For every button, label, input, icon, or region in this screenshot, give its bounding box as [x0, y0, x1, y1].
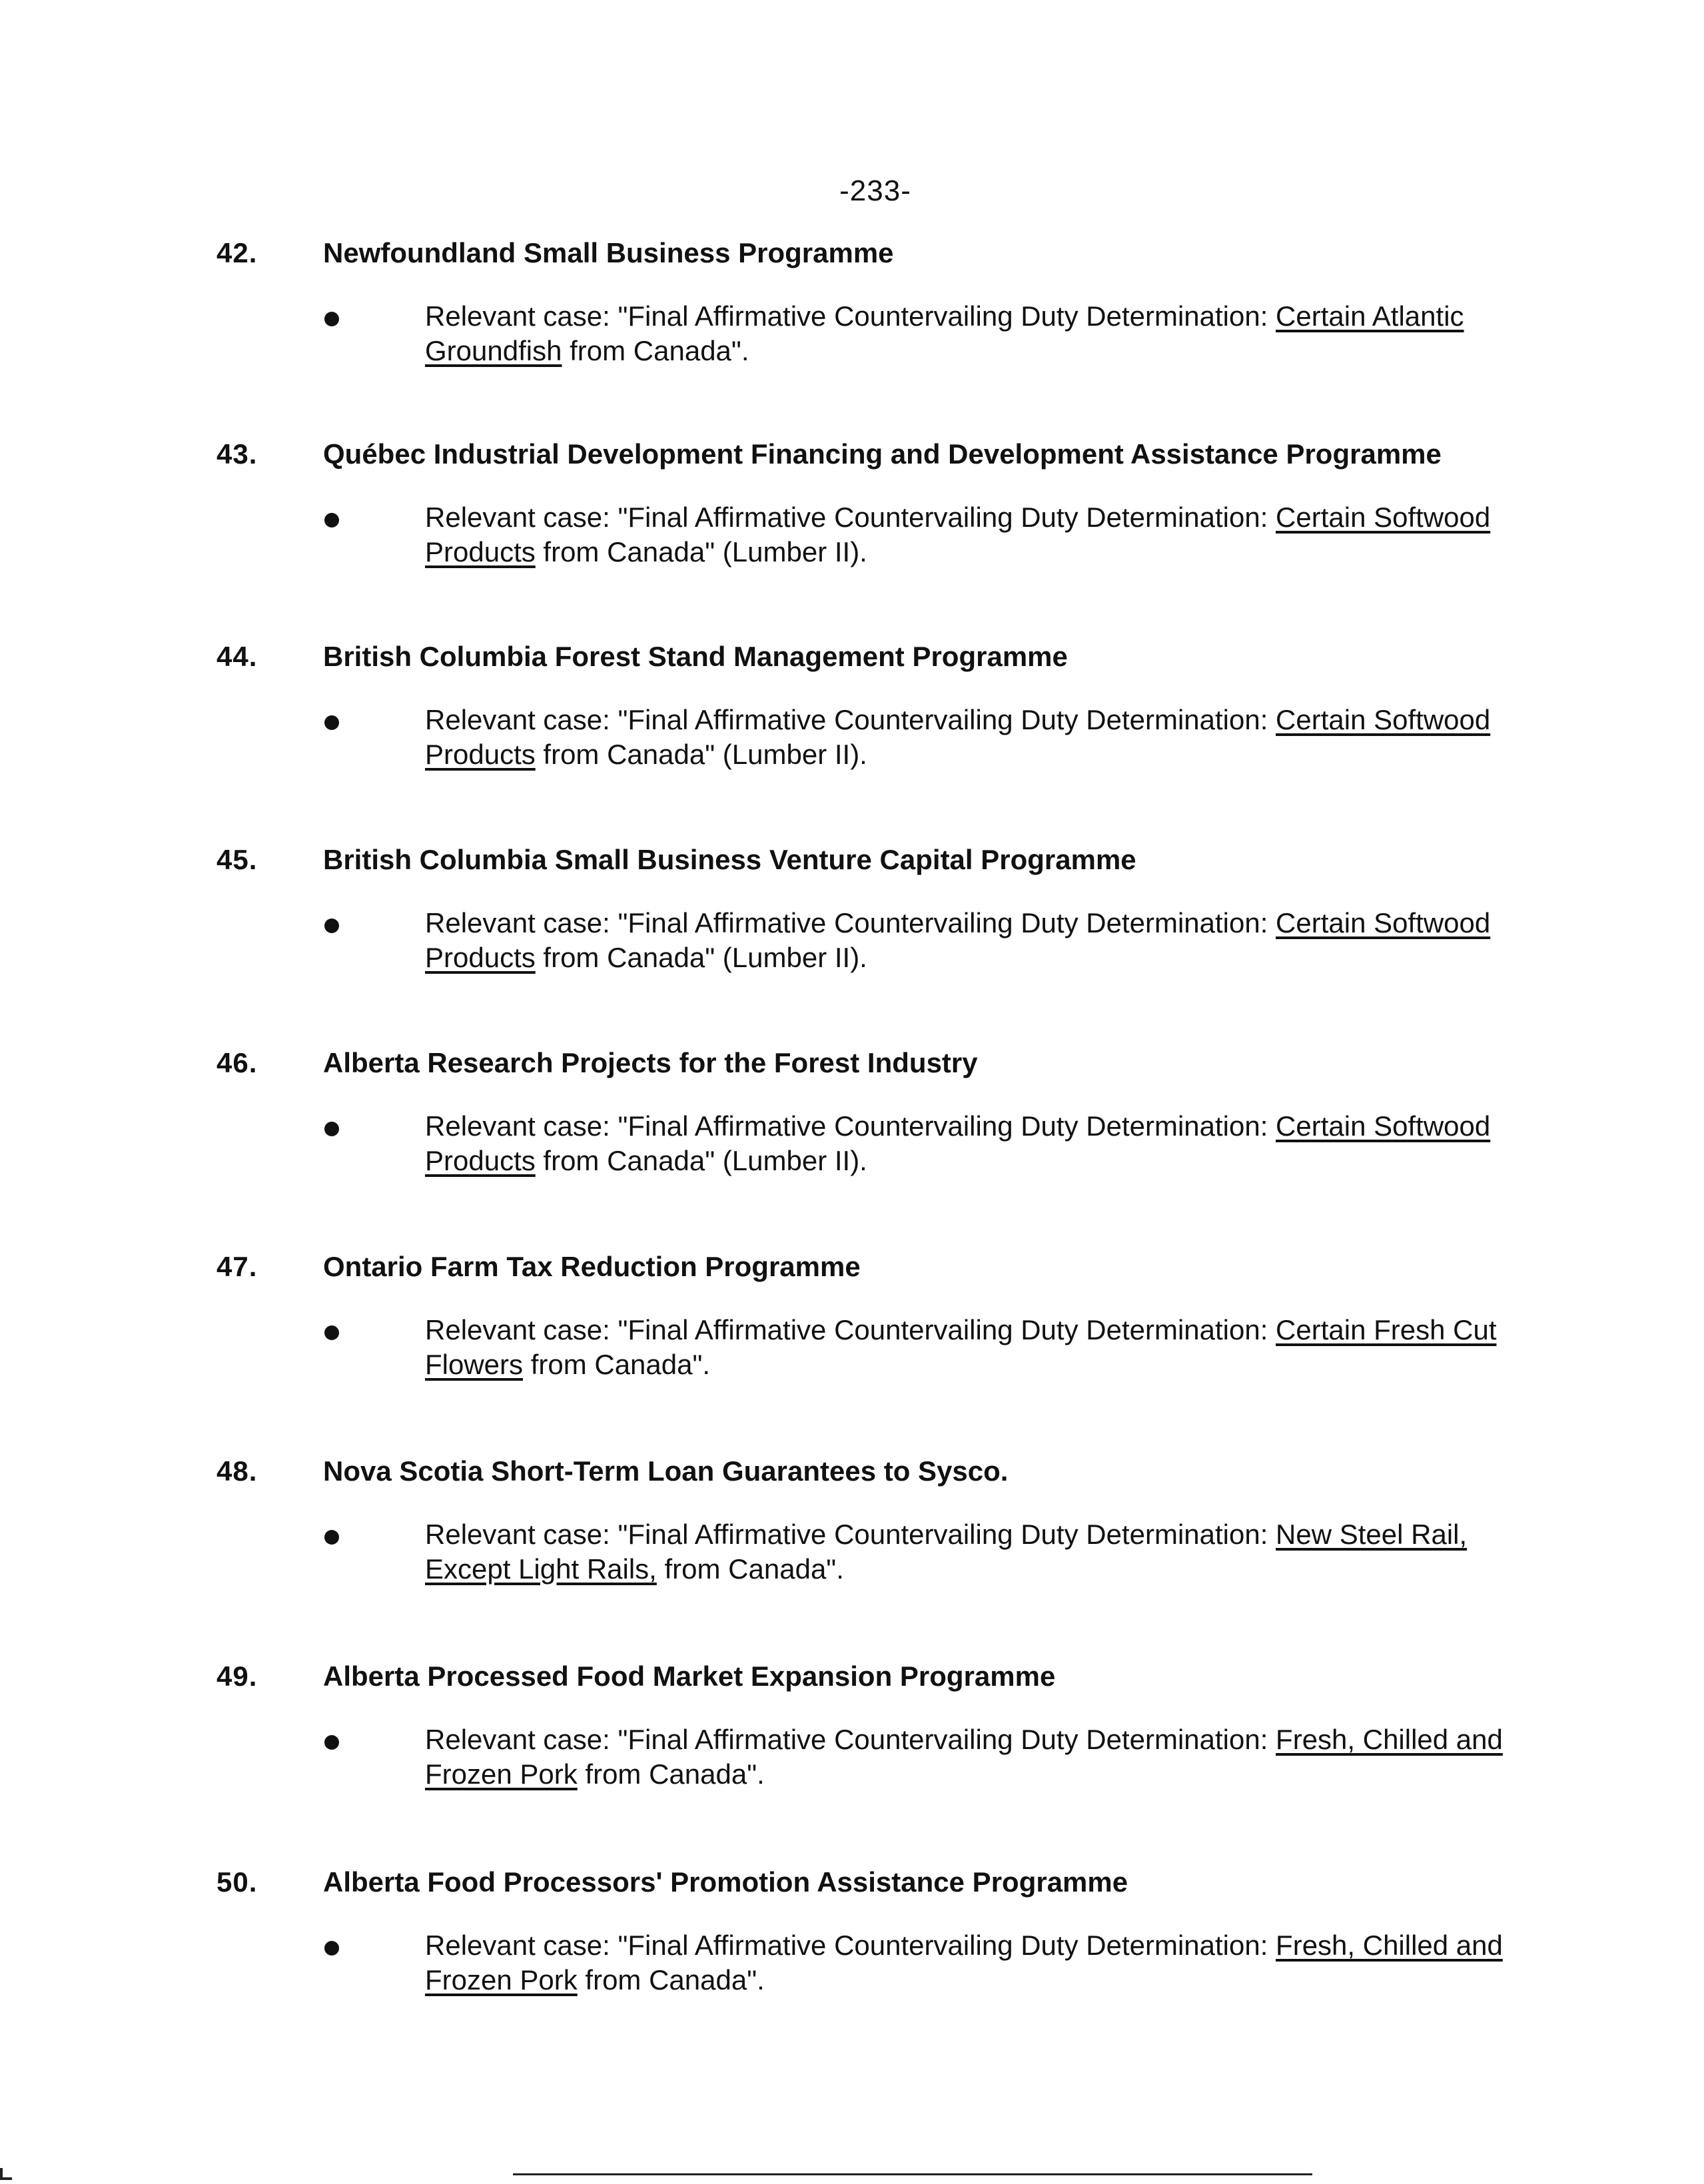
- footer-rule: [513, 2173, 1312, 2175]
- item-number: 42.: [216, 237, 258, 268]
- item-number: 48.: [216, 1455, 258, 1487]
- programme-title: Nova Scotia Short-Term Loan Guarantees to Sysco.: [323, 1455, 1009, 1487]
- programme-title: Alberta Processed Food Market Expansion Programme: [323, 1660, 1056, 1692]
- item-number: 46.: [216, 1047, 258, 1078]
- relevant-case: Relevant case: "Final Affirmative Countervailing Duty Determination: Fresh, Chilled and Frozen Pork from Canada".: [425, 1724, 1503, 1790]
- bullet-icon: [324, 312, 339, 326]
- relevant-case: Relevant case: "Final Affirmative Countervailing Duty Determination: Certain Softwood Products from Canada" (Lumber II).: [425, 907, 1491, 973]
- programme-title: Québec Industrial Development Financing and Development Assistance Programme: [323, 438, 1442, 470]
- case-subject: Fresh, Chilled and Frozen Pork: [425, 1930, 1503, 1996]
- case-subject: Certain Fresh Cut Flowers: [425, 1314, 1497, 1380]
- programme-title: British Columbia Forest Stand Management Programme: [323, 641, 1068, 672]
- programme-title: Alberta Research Projects for the Forest Industry: [323, 1047, 978, 1078]
- relevant-case: Relevant case: "Final Affirmative Countervailing Duty Determination: Fresh, Chilled and Frozen Pork from Canada".: [425, 1930, 1503, 1996]
- item-number: 43.: [216, 438, 258, 470]
- relevant-case: Relevant case: "Final Affirmative Countervailing Duty Determination: New Steel Rail, Except Light Rails, from Canada".: [425, 1519, 1468, 1585]
- bullet-icon: [324, 513, 339, 528]
- item-number: 45.: [216, 844, 258, 875]
- programme-title: British Columbia Small Business Venture Capital Programme: [323, 844, 1136, 875]
- programme-title: Ontario Farm Tax Reduction Programme: [323, 1251, 861, 1282]
- programme-title: Alberta Food Processors' Promotion Assistance Programme: [323, 1866, 1128, 1898]
- relevant-case: Relevant case: "Final Affirmative Countervailing Duty Determination: Certain Softwood Products from Canada" (Lumber II).: [425, 704, 1491, 770]
- programme-title: Newfoundland Small Business Programme: [323, 237, 894, 268]
- case-subject: Certain Softwood Products: [425, 907, 1491, 973]
- bullet-icon: [324, 1941, 339, 1956]
- case-subject: Fresh, Chilled and Frozen Pork: [425, 1724, 1503, 1790]
- item-number: 44.: [216, 641, 258, 672]
- case-subject: New Steel Rail, Except Light Rails,: [425, 1519, 1468, 1585]
- bullet-icon: [324, 715, 339, 730]
- bullet-icon: [324, 1325, 339, 1340]
- bullet-icon: [324, 1735, 339, 1750]
- relevant-case: Relevant case: "Final Affirmative Countervailing Duty Determination: Certain Fresh Cut Flowers from Canada".: [425, 1314, 1497, 1380]
- relevant-case: Relevant case: "Final Affirmative Countervailing Duty Determination: Certain Softwood Products from Canada" (Lumber II).: [425, 502, 1491, 567]
- case-subject: Certain Softwood Products: [425, 704, 1491, 770]
- case-subject: Certain Softwood Products: [425, 1110, 1491, 1176]
- page-number: -233-: [839, 175, 911, 207]
- case-subject: Certain Atlantic Groundfish: [425, 300, 1464, 366]
- item-number: 47.: [216, 1251, 258, 1282]
- bullet-icon: [324, 1530, 339, 1545]
- case-subject: Certain Softwood Products: [425, 502, 1491, 567]
- corner-mark: [0, 2168, 12, 2180]
- relevant-case: Relevant case: "Final Affirmative Countervailing Duty Determination: Certain Softwood Products from Canada" (Lumber II).: [425, 1110, 1491, 1176]
- bullet-icon: [324, 1122, 339, 1136]
- item-number: 49.: [216, 1660, 258, 1692]
- item-number: 50.: [216, 1866, 258, 1898]
- bullet-icon: [324, 918, 339, 933]
- relevant-case: Relevant case: "Final Affirmative Countervailing Duty Determination: Certain Atlantic Groundfish from Canada".: [425, 300, 1464, 366]
